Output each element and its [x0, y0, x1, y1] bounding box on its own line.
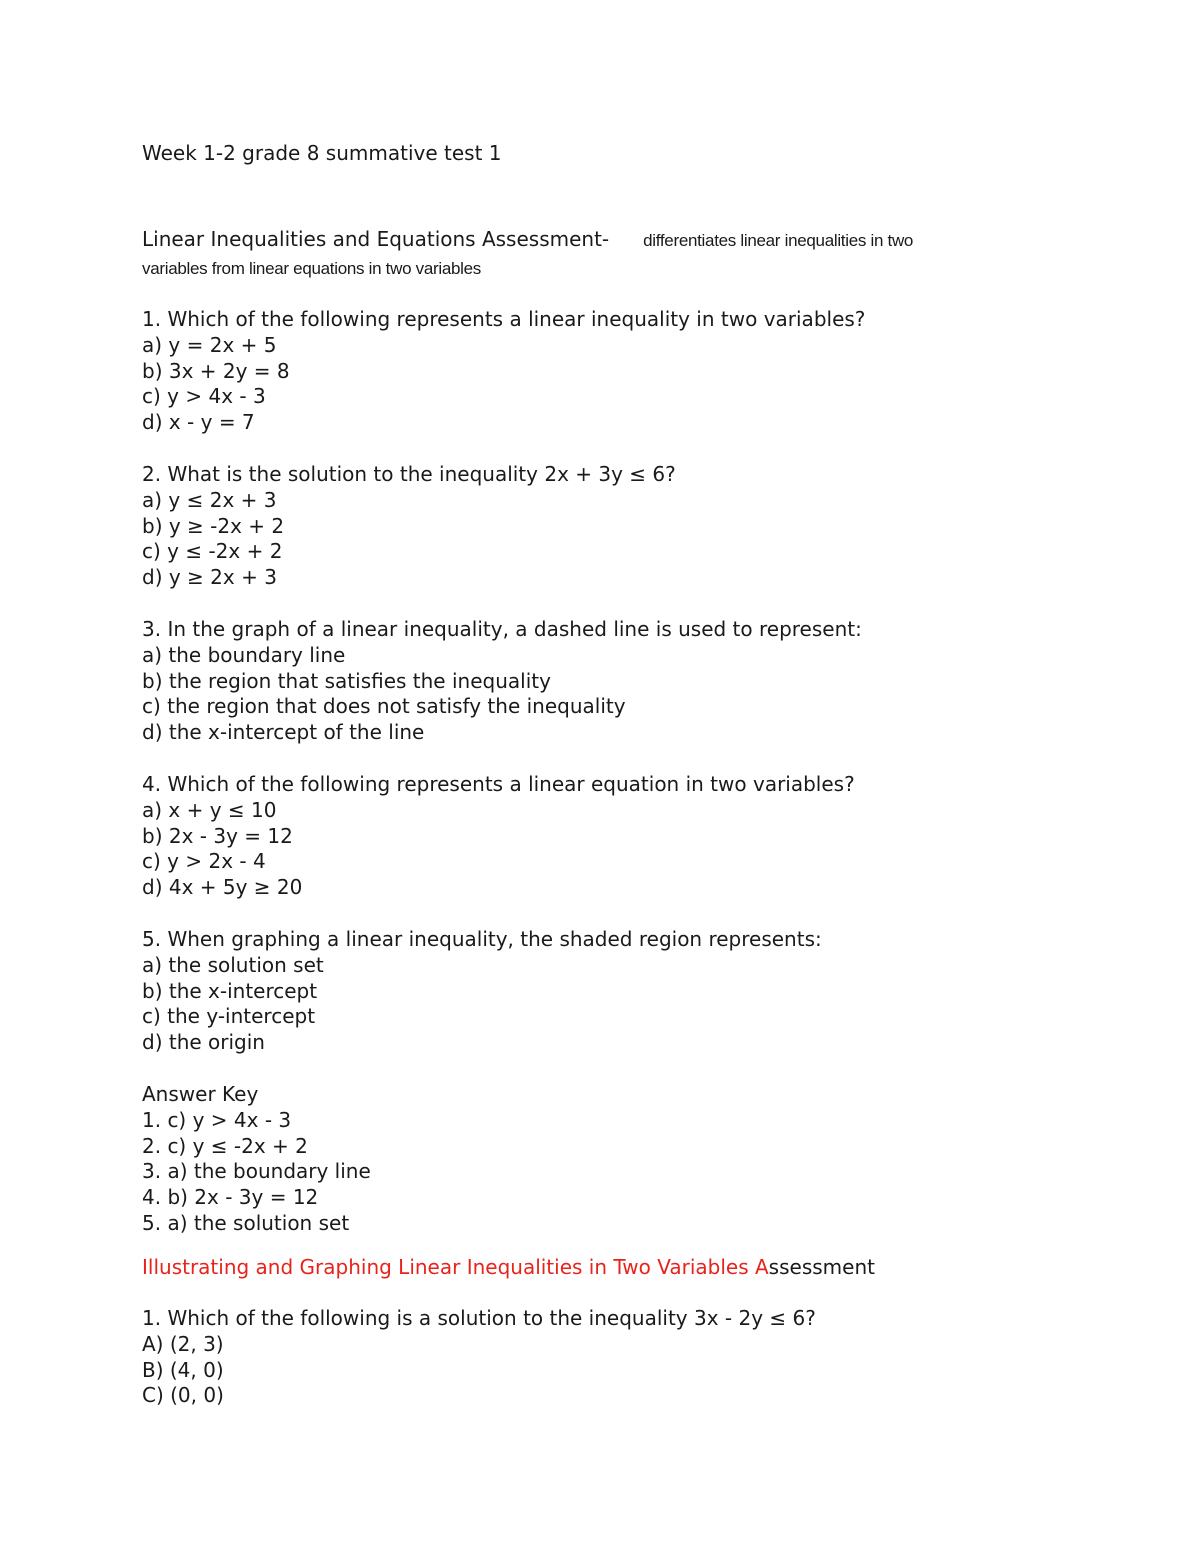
answer-option: C) (0, 0): [142, 1383, 224, 1408]
section-heading-black: ssessment: [768, 1255, 875, 1279]
question-1: [142, 307, 865, 436]
section-heading-linear-inequalities: [142, 226, 913, 284]
question-stem: 1. Which of the following is a solution to the inequality 3x - 2y ≤ 6?: [142, 1306, 816, 1330]
answer-key-heading: Answer Key: [142, 1082, 259, 1106]
answer-option: d) x - y = 7: [142, 410, 255, 435]
question-5: [142, 927, 822, 1056]
answer-option: B) (4, 0): [142, 1357, 224, 1382]
answer-option: c) y > 4x - 3: [142, 384, 266, 409]
answer-option: a) the solution set: [142, 952, 324, 977]
answer-option: a) y ≤ 2x + 3: [142, 487, 277, 512]
learning-objective-part2: variables from linear equations in two variables: [142, 259, 481, 278]
section-heading-red: Illustrating and Graphing Linear Inequalities in Two Variables A: [142, 1255, 769, 1279]
answer-option: c) the region that does not satisfy the inequality: [142, 694, 626, 719]
answer-option: b) the x-intercept: [142, 978, 318, 1003]
question-stem: 4. Which of the following represents a linear equation in two variables?: [142, 772, 855, 796]
answer-option: c) y ≤ -2x + 2: [142, 539, 283, 564]
question-stem: 3. In the graph of a linear inequality, a dashed line is used to represent:: [142, 617, 862, 641]
answer-option: d) the origin: [142, 1030, 265, 1055]
answer-option: d) 4x + 5y ≥ 20: [142, 875, 303, 900]
answer-key-item: 5. a) the solution set: [142, 1210, 350, 1235]
question-3: [142, 617, 862, 746]
section-heading: Linear Inequalities and Equations Assessment-: [142, 227, 610, 251]
answer-option: b) 3x + 2y = 8: [142, 358, 290, 383]
section2-question-1: [142, 1306, 816, 1409]
question-stem: 5. When graphing a linear inequality, the shaded region represents:: [142, 927, 822, 951]
answer-key-item: 1. c) y > 4x - 3: [142, 1107, 292, 1132]
learning-objective-part1: differentiates linear inequalities in two: [643, 231, 914, 250]
question-2: [142, 462, 676, 591]
section-heading-line: [142, 226, 913, 254]
question-stem: 2. What is the solution to the inequality 2x + 3y ≤ 6?: [142, 462, 676, 486]
section-heading-graphing: [142, 1254, 875, 1280]
answer-option: b) 2x - 3y = 12: [142, 823, 293, 848]
question-stem: 1. Which of the following represents a linear inequality in two variables?: [142, 307, 866, 331]
answer-option: A) (2, 3): [142, 1331, 224, 1356]
answer-key-item: 2. c) y ≤ -2x + 2: [142, 1133, 308, 1158]
document-title: Week 1-2 grade 8 summative test 1: [142, 141, 502, 165]
answer-option: c) the y-intercept: [142, 1004, 316, 1029]
answer-option: c) y > 2x - 4: [142, 849, 266, 874]
answer-key-item: 3. a) the boundary line: [142, 1159, 371, 1184]
question-4: [142, 772, 855, 901]
answer-option: b) y ≥ -2x + 2: [142, 513, 285, 538]
answer-option: d) y ≥ 2x + 3: [142, 565, 277, 590]
answer-key: [142, 1082, 371, 1237]
answer-option: a) the boundary line: [142, 642, 346, 667]
answer-option: d) the x-intercept of the line: [142, 720, 425, 745]
answer-option: b) the region that satisfies the inequality: [142, 668, 551, 693]
answer-option: a) y = 2x + 5: [142, 332, 277, 357]
answer-key-item: 4. b) 2x - 3y = 12: [142, 1185, 319, 1210]
answer-option: a) x + y ≤ 10: [142, 797, 277, 822]
